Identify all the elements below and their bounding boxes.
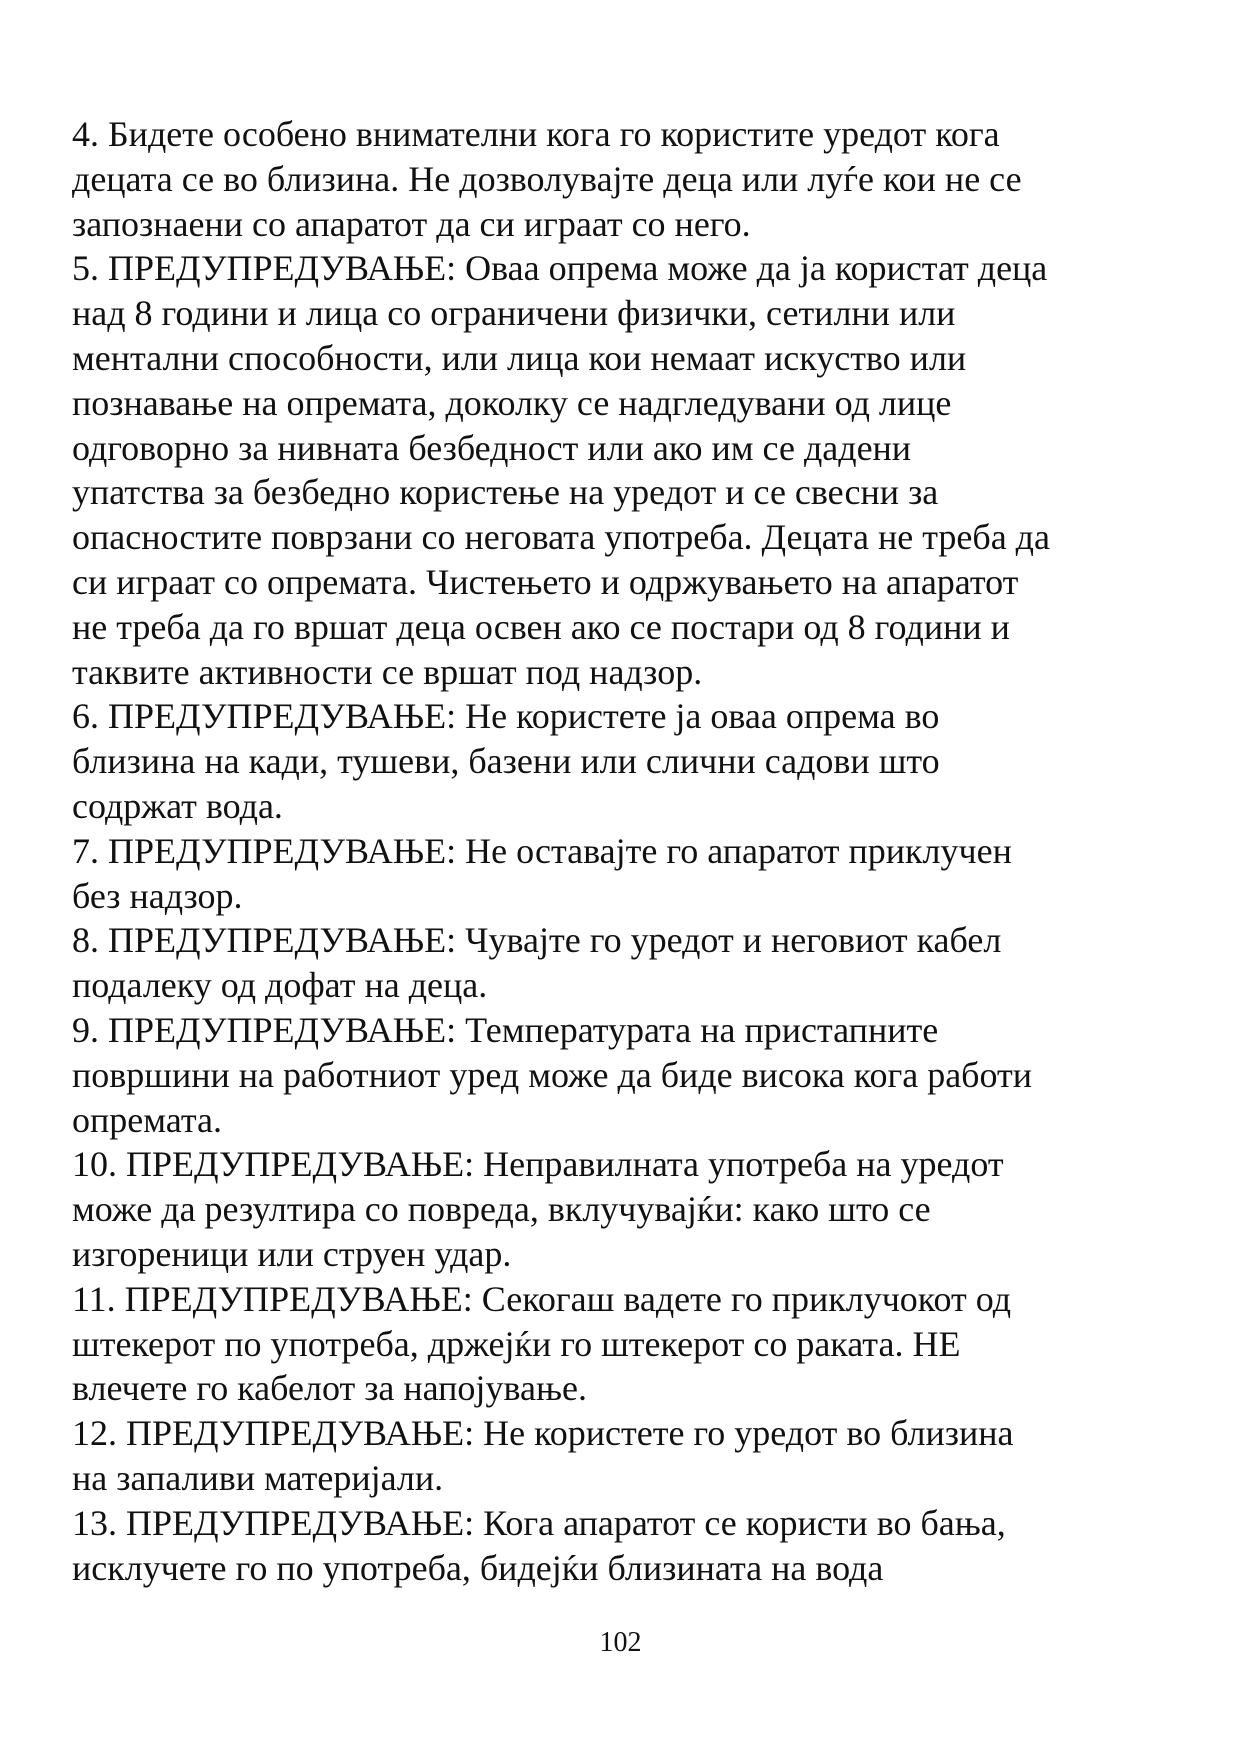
- text-line: 10. ПРЕДУПРЕДУВАЊЕ: Неправилната употреба на уредот: [72, 1144, 1004, 1185]
- text-line: 7. ПРЕДУПРЕДУВАЊЕ: Не оставајте го апаратот приклучен: [72, 830, 1012, 871]
- text-line: 5. ПРЕДУПРЕДУВАЊЕ: Оваа опрема може да ја користат деца: [72, 248, 1048, 289]
- text-line: децата се во близина. Не дозволувајте деца или луѓе кои не се: [72, 158, 1022, 199]
- text-line: 6. ПРЕДУПРЕДУВАЊЕ: Не користете ја оваа опрема во: [72, 696, 940, 737]
- page-number: 102: [599, 1627, 642, 1658]
- text-line: 8. ПРЕДУПРЕДУВАЊЕ: Чувајте го уредот и неговиот кабел: [72, 920, 1002, 961]
- text-line: влечете го кабелот за напојување.: [72, 1368, 587, 1409]
- text-line: ментални способности, или лица кои немаат искуство или: [72, 337, 967, 378]
- text-line: на запаливи материјали.: [72, 1457, 444, 1498]
- text-line: површини на работниот уред може да биде висока кога работи: [72, 1054, 1033, 1095]
- text-line: без надзор.: [72, 875, 243, 916]
- text-line: си играат со опремата. Чистењето и одржувањето на апаратот: [72, 561, 1019, 602]
- text-line: опремата.: [72, 1099, 222, 1140]
- text-line: над 8 години и лица со ограничени физички, сетилни или: [72, 293, 956, 334]
- text-line: 4. Бидете особено внимателни кога го користите уредот кога: [72, 114, 1000, 154]
- text-line: не треба да го вршат деца освен ако се постари од 8 години и: [72, 606, 1010, 647]
- text-line: познавање на опремата, доколку се надгледувани од лице: [72, 382, 952, 423]
- text-line: може да резултира со повреда, вклучувајќи: како што се: [72, 1189, 931, 1230]
- text-line: одговорно за нивната безбедност или ако им се дадени: [72, 427, 912, 468]
- text-line: 13. ПРЕДУПРЕДУВАЊЕ: Кога апаратот се користи во бања,: [72, 1502, 1006, 1543]
- text-line: 12. ПРЕДУПРЕДУВАЊЕ: Не користете го уредот во близина: [72, 1413, 1014, 1454]
- text-line: 11. ПРЕДУПРЕДУВАЊЕ: Секогаш вадете го приклучокот од: [72, 1278, 1012, 1319]
- document-body: [72, 112, 1157, 1590]
- text-line: 9. ПРЕДУПРЕДУВАЊЕ: Температурата на пристапните: [72, 1009, 939, 1050]
- text-line: запознаени со апаратот да си играат со него.: [72, 203, 751, 244]
- text-line: близина на кади, тушеви, базени или слични садови што: [72, 741, 940, 782]
- text-line: штекерот по употреба, држејќи го штекерот со раката. НЕ: [72, 1323, 961, 1364]
- text-line: упатства за безбедно користење на уредот и се свесни за: [72, 472, 939, 513]
- text-line: изгореници или струен удар.: [72, 1233, 512, 1274]
- text-line: подалеку од дофат на деца.: [72, 965, 488, 1006]
- text-line: таквите активности се вршат под надзор.: [72, 651, 703, 692]
- text-line: опасностите поврзани со неговата употреба. Децата не треба да: [72, 517, 1050, 558]
- text-line: содржат вода.: [72, 785, 283, 826]
- text-line: исклучете го по употреба, бидејќи близината на вода: [72, 1547, 884, 1588]
